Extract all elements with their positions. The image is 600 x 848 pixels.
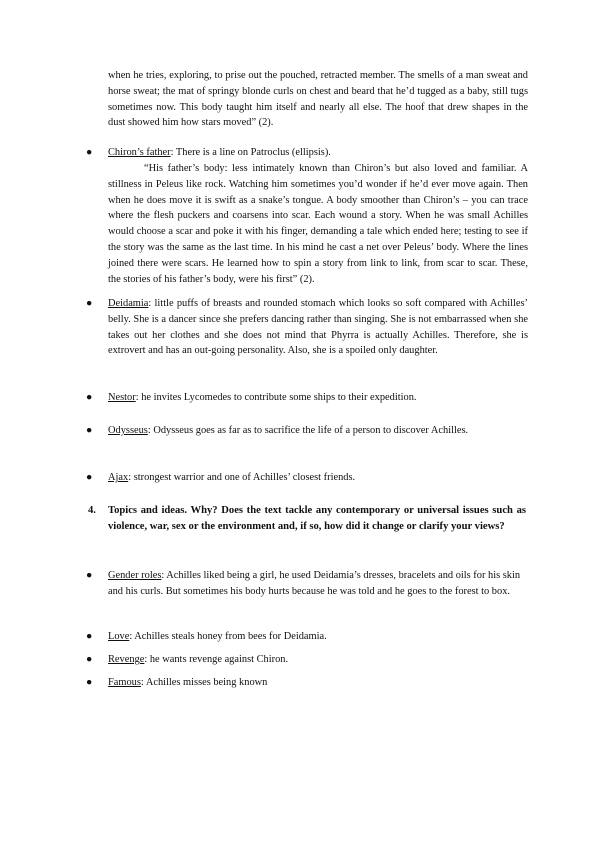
term-label: Gender roles <box>108 570 162 581</box>
item-text: : There is a line on Patroclus (ellipsis). <box>170 147 331 158</box>
list-item-famous <box>108 675 528 691</box>
term-label: Revenge <box>108 654 145 665</box>
list-item-odysseus <box>108 423 528 439</box>
section-heading: Topics and ideas. Why? Does the text tackle any contemporary or universal issues such as violence, war, sex or the environment and, if so, how did it change or clarify your views? <box>108 505 526 532</box>
item-text: : Odysseus goes as far as to sacrifice the life of a person to discover Achilles. <box>147 425 469 436</box>
term-label: Odysseus <box>108 425 148 436</box>
term-label: Nestor <box>108 392 136 403</box>
bullet-icon: ● <box>86 654 93 665</box>
item-text: : little puffs of breasts and rounded stomach which looks so soft compared with Achilles’ belly. She is a dancer since she prefers dancing rather than singing. She is not embarrassed when she takes out her clothes and she does not mind that Phyrra is actually Achilles. Therefore, she is extrovert and has an out-going personality. Also, she is a spoiled only daughter. <box>108 298 528 357</box>
bullet-icon: ● <box>86 631 93 642</box>
bullet-icon: ● <box>86 392 93 403</box>
term-label: Famous <box>108 677 141 688</box>
list-item-ajax <box>108 470 528 486</box>
list-item-revenge <box>108 652 528 668</box>
bullet-icon: ● <box>86 472 93 483</box>
list-item-deidamia <box>108 296 528 359</box>
intro-paragraph: when he tries, exploring, to prise out the pouched, retracted member. The smells of a man sweat and horse sweat; the mat of springy blonde curls on chest and beard that he’d tugged as a baby, still tugs sometimes now. This body taught him itself and nearly all else. The hoof that drew shapes in the dust showed him how stars moved” (2). <box>108 70 528 129</box>
term-label: Chiron’s father <box>108 147 171 158</box>
bullet-icon: ● <box>86 677 93 688</box>
item-text: : he wants revenge against Chiron. <box>144 654 289 665</box>
item-text: : Achilles steals honey from bees for Deidamia. <box>129 631 327 642</box>
term-label: Love <box>108 631 130 642</box>
bullet-icon: ● <box>86 425 93 436</box>
item-text: : Achilles misses being known <box>140 677 268 688</box>
item-text: : he invites Lycomedes to contribute some ships to their expedition. <box>135 392 417 403</box>
list-item-gender-roles <box>108 568 528 600</box>
bullet-icon: ● <box>86 298 93 309</box>
list-item-chirons-father <box>108 145 528 161</box>
item-text: : strongest warrior and one of Achilles’ closest friends. <box>128 472 356 483</box>
term-label: Ajax <box>108 472 129 483</box>
bullet-icon: ● <box>86 147 93 158</box>
bullet-icon: ● <box>86 570 93 581</box>
quote-paragraph: “His father’s body: less intimately known than Chiron’s but also loved and familiar. A stillness in Peleus like rock. Watching him sometimes you’d wonder if he’d ever move again. Then when he does move it is swift as a snake’s tongue. A body smoother than Chiron’s – you can trace where the flesh puckers and coarsens into scar. Each wound a story. When he was small Achilles would choose a scar and poke it with his finger, demanding a tale which ended here; testing to see if the story was the same as the last time. In his mind he cast a net over Peleus’ body. Where the lines joined there were scars. He learned how to spin a story from link to link, from scar to scar. These, the stories of his father’s body, were his first” (2). <box>108 163 528 285</box>
item-text: : Achilles liked being a girl, he used Deidamia’s dresses, bracelets and oils for his skin and his curls. But sometimes his body hurts because he was told and he goes to the forest to box. <box>108 570 521 597</box>
section-number: 4. <box>88 505 96 516</box>
list-item-nestor <box>108 390 528 406</box>
list-item-love <box>108 629 528 645</box>
term-label: Deidamia <box>108 298 149 309</box>
